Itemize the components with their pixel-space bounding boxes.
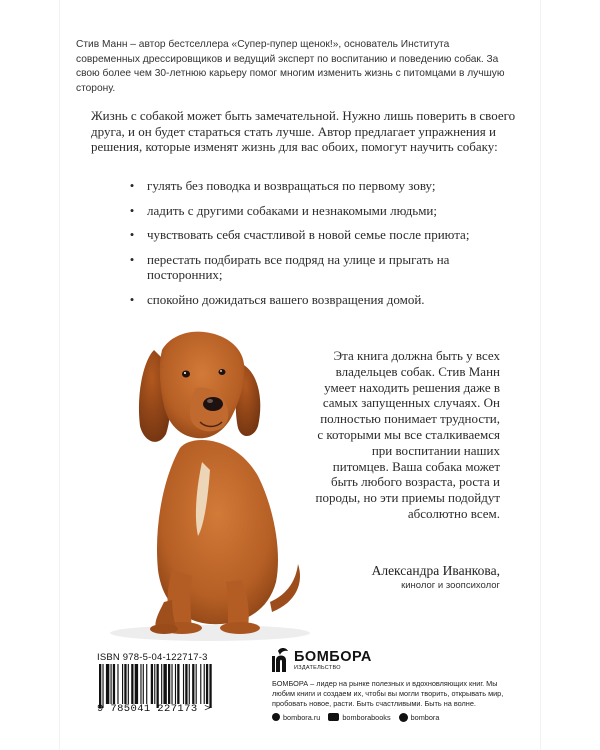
- social-vk[interactable]: bomborabooks: [328, 713, 390, 722]
- publisher-subtitle: ИЗДАТЕЛЬСТВО: [294, 665, 341, 671]
- publisher-socials: [272, 711, 522, 723]
- barcode-bar: [128, 664, 129, 704]
- globe-icon: [272, 713, 280, 721]
- barcode-bar: [99, 664, 101, 708]
- barcode-bar: [200, 664, 201, 704]
- social-site[interactable]: bombora.ru: [272, 713, 320, 722]
- intro-paragraph: Жизнь с собакой может быть замечательной. Нужно лишь поверить в своего друга, и он будет стараться стать лучше. Автор предлагает упражнения и решения, которые изменят жизнь для вас обоих, помогут научить собаку:: [91, 108, 516, 155]
- publisher-name: БОМБОРА: [294, 649, 372, 665]
- bullet-icon: •: [129, 202, 135, 218]
- barcode-bar: [171, 664, 172, 704]
- barcode-bar: [157, 664, 159, 708]
- barcode-bar: [117, 664, 118, 704]
- barcode-bar: [177, 664, 179, 704]
- barcode-digits: 9 785041 227173 >: [97, 703, 211, 715]
- barcode-bar: [204, 664, 205, 704]
- barcode-bar: [209, 664, 211, 708]
- benefits-list: [126, 178, 528, 317]
- bombora-logo-icon: [272, 648, 290, 672]
- list-item: • ладить с другими собаками и незнакомыми людьми;: [126, 203, 528, 219]
- barcode-bar: [192, 664, 194, 704]
- publisher-description: БОМБОРА – лидер на рынке полезных и вдохновляющих книг. Мы любим книги и создаем их, чтобы вы могли творить, открывать мир, пробовать новое, расти. Быть счастливыми. Быть на волне.: [272, 679, 504, 708]
- publisher-logo: [272, 648, 392, 674]
- barcode-bar: [124, 664, 126, 704]
- testimonial-quote: Эта книга должна быть у всех владельцев собак. Стив Манн умеет находить решения даже в самых запущенных случаях. Он полностью понимает трудности, с которыми мы все сталкиваемся при воспитании наших питомцев. Ваша собака может быть любого возраста, роста и породы, но эти приемы подойдут абсолютно всем.: [315, 348, 500, 521]
- barcode-bar: [154, 664, 155, 704]
- bullet-icon: •: [129, 178, 135, 193]
- barcode-bar: [206, 664, 208, 704]
- barcode-bar: [163, 664, 166, 704]
- barcode-bar: [131, 664, 133, 704]
- isbn-label: ISBN 978-5-04-122717-3: [97, 652, 208, 663]
- list-item: • гулять без поводка и возвращаться по первому зову;: [126, 178, 528, 194]
- barcode-bar: [122, 664, 123, 704]
- barcode: [95, 664, 255, 708]
- testimonial-author: Александра Иванкова,: [371, 563, 500, 578]
- barcode-bar: [189, 664, 190, 704]
- list-item: • спокойно дожидаться вашего возвращения домой.: [126, 292, 528, 308]
- dachshund-illustration: [92, 330, 328, 645]
- bullet-icon: •: [129, 251, 135, 267]
- barcode-bar: [111, 664, 112, 704]
- social-telegram[interactable]: bombora: [399, 713, 440, 722]
- list-item: • чувствовать себя счастливой в новой семье после приюта;: [126, 227, 528, 243]
- vk-icon: [328, 713, 339, 721]
- bullet-icon: •: [129, 227, 135, 243]
- barcode-bar: [113, 664, 115, 704]
- barcode-bar: [168, 664, 170, 704]
- barcode-bar: [161, 664, 162, 704]
- barcode-bar: [185, 664, 187, 704]
- barcode-bar: [196, 664, 197, 704]
- testimonial-author-role: кинолог и зоопсихолог: [401, 580, 500, 591]
- barcode-bar: [106, 664, 109, 704]
- barcode-bar: [143, 664, 144, 704]
- author-bio: Стив Манн – автор бестселлера «Супер-пупер щенок!», основатель Института современных дрессировщиков и ведущий эксперт по воспитанию и поведению собак. За свою более чем 30-летнюю карьеру помог многим изменить жизнь с питомцами в лучшую сторону.: [76, 39, 505, 94]
- bullet-icon: •: [129, 291, 135, 307]
- barcode-bar: [140, 664, 141, 704]
- barcode-bar: [135, 664, 138, 704]
- barcode-bar: [146, 664, 147, 704]
- barcode-bar: [175, 664, 176, 704]
- barcode-bar: [102, 664, 103, 708]
- barcode-bar: [151, 664, 153, 704]
- barcode-bar: [183, 664, 184, 704]
- telegram-icon: [399, 713, 408, 722]
- list-item: • перестать подбирать все подряд на улице и прыгать на посторонних;: [126, 252, 528, 283]
